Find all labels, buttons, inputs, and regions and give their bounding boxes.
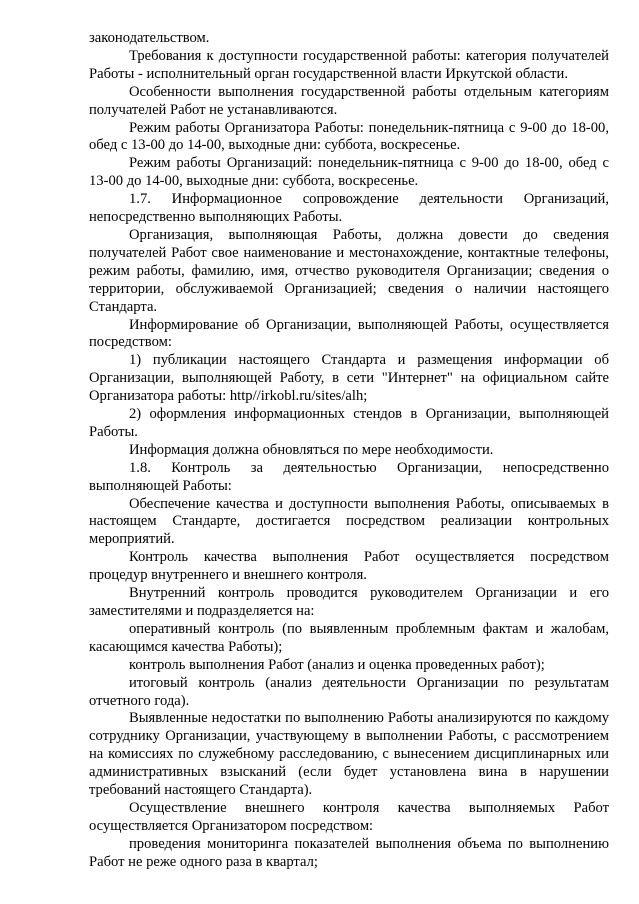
paragraph-internal-control: Внутренний контроль проводится руководителем Организации и его заместителями и подразделяется на: <box>89 585 609 619</box>
paragraph-deficiencies: Выявленные недостатки по выполнению Работы анализируются по каждому сотруднику Организации, участвующему в выполнении Работы, с рассмотрением на комиссиях по служебному расследованию, с вынесением дисциплинарных или административных взысканий (если будет установлена вина в нарушении требований настоящего Стандарта). <box>89 710 609 799</box>
paragraph-continuation: законодательством. <box>89 30 210 46</box>
paragraph-special-categories: Особенности выполнения государственной работы отдельным категориям получателей Работ не устанавливаются. <box>89 83 609 118</box>
list-item-publication: 1) публикации настоящего Стандарта и размещения информации об Организации, выполняющей Работу, в сети "Интернет" на официальном сайте Организатора работы: http//irkobl.ru/sites/alh; <box>89 352 609 405</box>
paragraph-organization-duties: Организация, выполняющая Работы, должна довести до сведения получателей Работ свое наименование и местонахождение, контактные телефоны, режим работы, фамилию, имя, отчество руководителя Организации; сведения о территории, обслуживаемой Организацией; сведения о наличии настоящего Стандарта. <box>89 226 609 315</box>
document-body <box>89 30 609 872</box>
list-item-stands: 2) оформления информационных стендов в Организации, выполняющей Работы. <box>89 406 609 440</box>
paragraph-external-control: Осуществление внешнего контроля качества выполняемых Работ осуществляется Организатором посредством: <box>89 799 609 834</box>
paragraph-informing-means: Информирование об Организации, выполняющей Работы, осуществляется посредством: <box>89 316 609 351</box>
section-heading-1-8: 1.8. Контроль за деятельностью Организации, непосредственно выполняющей Работы: <box>89 459 609 494</box>
list-item-operational-control: оперативный контроль (по выявленным проблемным фактам и жалобам, касающимся качества Работы); <box>89 620 609 655</box>
paragraph-quality-assurance: Обеспечение качества и доступности выполнения Работы, описываемых в настоящем Стандарте, достигается посредством реализации контрольных мероприятий. <box>89 495 609 548</box>
paragraph-organizer-schedule: Режим работы Организатора Работы: понедельник-пятница с 9-00 до 18-00, обед с 13-00 до 14-00, выходные дни: суббота, воскресенье. <box>89 119 609 154</box>
paragraph-organizations-schedule: Режим работы Организаций: понедельник-пятница с 9-00 до 18-00, обед с 13-00 до 14-00, выходные дни: суббота, воскресенье. <box>89 155 609 190</box>
paragraph-accessibility-requirements: Требования к доступности государственной работы: категория получателей Работы - исполнительный орган государственной власти Иркутской области. <box>89 47 609 82</box>
paragraph-information-update: Информация должна обновляться по мере необходимости. <box>129 441 494 458</box>
list-item-monitoring: проведения мониторинга показателей выполнения объема по выполнению Работ не реже одного раза в квартал; <box>89 835 609 870</box>
list-item-final-control: итоговый контроль (анализ деятельности Организации по результатам отчетного года). <box>89 674 609 709</box>
section-heading-1-7: 1.7. Информационное сопровождение деятельности Организаций, непосредственно выполняющих Работы. <box>89 191 609 226</box>
list-item-execution-control: контроль выполнения Работ (анализ и оценка проведенных работ); <box>129 656 545 673</box>
paragraph-quality-control: Контроль качества выполнения Работ осуществляется посредством процедур внутреннего и внешнего контроля. <box>89 549 609 584</box>
